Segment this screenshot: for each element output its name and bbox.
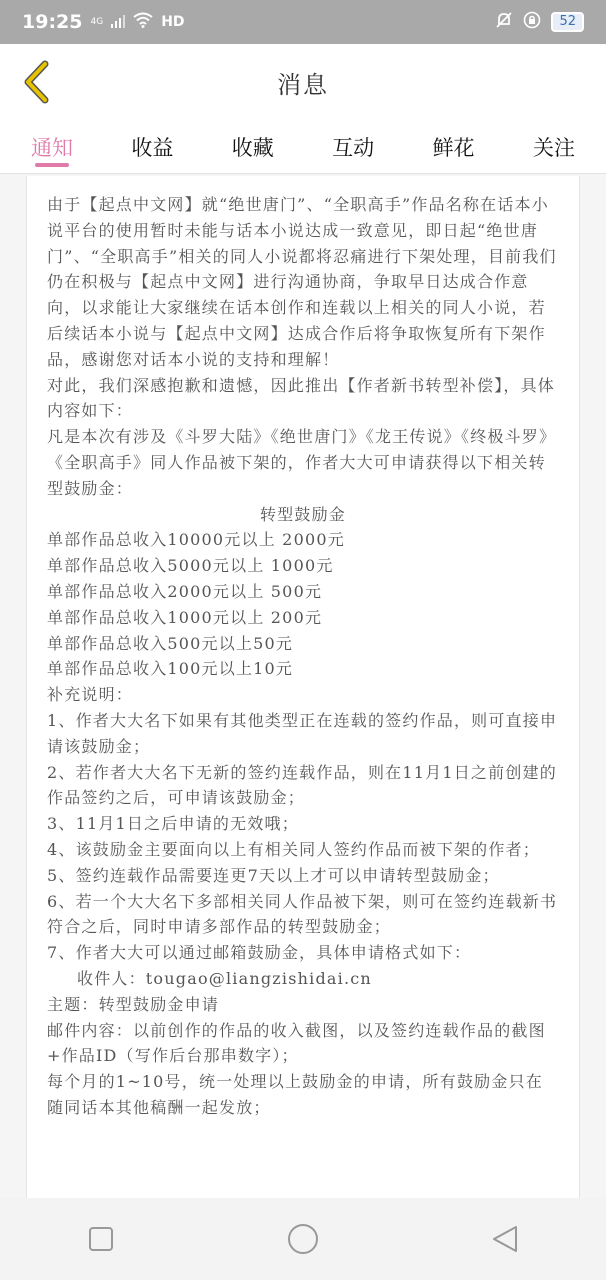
- status-left: [22, 11, 185, 33]
- square-icon: [88, 1226, 114, 1252]
- notice-text: [47, 192, 559, 1121]
- tab-flowers[interactable]: 鲜花: [432, 135, 475, 160]
- network-label: 4G: [90, 17, 104, 27]
- circle-icon: [287, 1223, 319, 1255]
- chevron-left-icon: [21, 60, 51, 104]
- reward-tier: 单部作品总收入1000元以上 200元: [47, 607, 323, 627]
- tab-favorites[interactable]: 收藏: [231, 135, 274, 160]
- tab-earnings[interactable]: 收益: [131, 135, 174, 160]
- status-bar: [0, 0, 606, 44]
- lock-rotation-icon: [523, 11, 541, 34]
- tab-following[interactable]: 关注: [532, 135, 575, 160]
- reward-tier: 单部作品总收入2000元以上 500元: [47, 581, 323, 601]
- notice-paragraph: 每个月的1~10号，统一处理以上鼓励金的申请，所有鼓励金只在随同话本其他稿酬一起发放；: [47, 1072, 543, 1117]
- notice-card[interactable]: [26, 176, 580, 1198]
- notice-paragraph: 对此，我们深感抱歉和遗憾，因此推出【作者新书转型补偿】，具体内容如下：: [47, 375, 556, 421]
- supplement-item: 5、签约连载作品需要连更7天以上才可以申请转型鼓励金；: [47, 865, 500, 885]
- nav-back-button[interactable]: [475, 1209, 535, 1269]
- supplement-item: 7、作者大大可以通过邮箱鼓励金，具体申请格式如下：: [47, 943, 472, 963]
- reward-tier: 单部作品总收入100元以上10元: [47, 659, 294, 679]
- tab-bar: [0, 120, 606, 174]
- back-button[interactable]: [14, 58, 58, 106]
- triangle-back-icon: [491, 1224, 519, 1254]
- tab-interactions[interactable]: 互动: [332, 135, 375, 160]
- mail-subject: 主题：转型鼓励金申请: [47, 994, 220, 1014]
- tab-notifications[interactable]: 通知: [20, 120, 84, 173]
- supplement-item: 6、若一个大大名下多部相关同人作品被下架，则可在签约连载新书符合之后，同时申请多部作品的转型鼓励金；: [47, 891, 558, 937]
- system-nav-bar: [0, 1198, 606, 1280]
- reward-table-title: 转型鼓励金: [259, 504, 346, 524]
- mail-content: 邮件内容：以前创作的作品的收入截图，以及签约连载作品的截图+作品ID（写作后台那串数字）；: [47, 1020, 546, 1066]
- header: [0, 44, 606, 120]
- status-time: 19:25: [22, 11, 83, 33]
- supplement-title: 补充说明：: [47, 685, 134, 705]
- supplement-item: 2、若作者大大名下无新的签约连载作品，则在11月1日之前创建的作品签约之后，可申请该鼓励金；: [47, 762, 557, 808]
- reward-tier: 单部作品总收入500元以上50元: [47, 633, 294, 653]
- recent-apps-button[interactable]: [71, 1209, 131, 1269]
- supplement-item: 4、该鼓励金主要面向以上有相关同人签约作品而被下架的作者；: [47, 839, 540, 859]
- home-button[interactable]: [273, 1209, 333, 1269]
- mail-recipient: 收件人：tougao@liangzishidai.cn: [77, 968, 372, 988]
- notice-paragraph: 由于【起点中文网】就“绝世唐门”、“全职高手”作品名称在话本小说平台的使用暂时未能与话本小说达成一致意见，即日起“绝世唐门”、“全职高手”相关的同人小说都将忍痛进行下架处理，目前我们仍在积极与【起点中文网】进行沟通协商，争取早日达成合作意向，以求能让大家继续在话本创作和连载以上相关的同人小说，若后续话本小说与【起点中文网】达成合作后将争取恢复所有下架作品，感谢您对话本小说的支持和理解！: [47, 195, 557, 369]
- battery-indicator: 52: [551, 12, 584, 32]
- supplement-item: 3、11月1日之后申请的无效哦；: [47, 814, 299, 834]
- reward-tier: 单部作品总收入5000元以上 1000元: [47, 556, 334, 576]
- hd-label: HD: [161, 14, 185, 30]
- page-title: 消息: [277, 70, 329, 99]
- mute-icon: [495, 11, 513, 34]
- reward-tier: 单部作品总收入10000元以上 2000元: [47, 530, 345, 550]
- supplement-item: 1、作者大大名下如果有其他类型正在连载的签约作品，则可直接申请该鼓励金；: [47, 710, 558, 756]
- wifi-icon: [133, 12, 153, 33]
- notice-paragraph: 凡是本次有涉及《斗罗大陆》《绝世唐门》《龙王传说》《终极斗罗》《全职高手》同人作品被下架的，作者大大可申请获得以下相关转型鼓励金：: [47, 427, 557, 498]
- status-right: [495, 11, 584, 34]
- signal-icon: [111, 12, 125, 33]
